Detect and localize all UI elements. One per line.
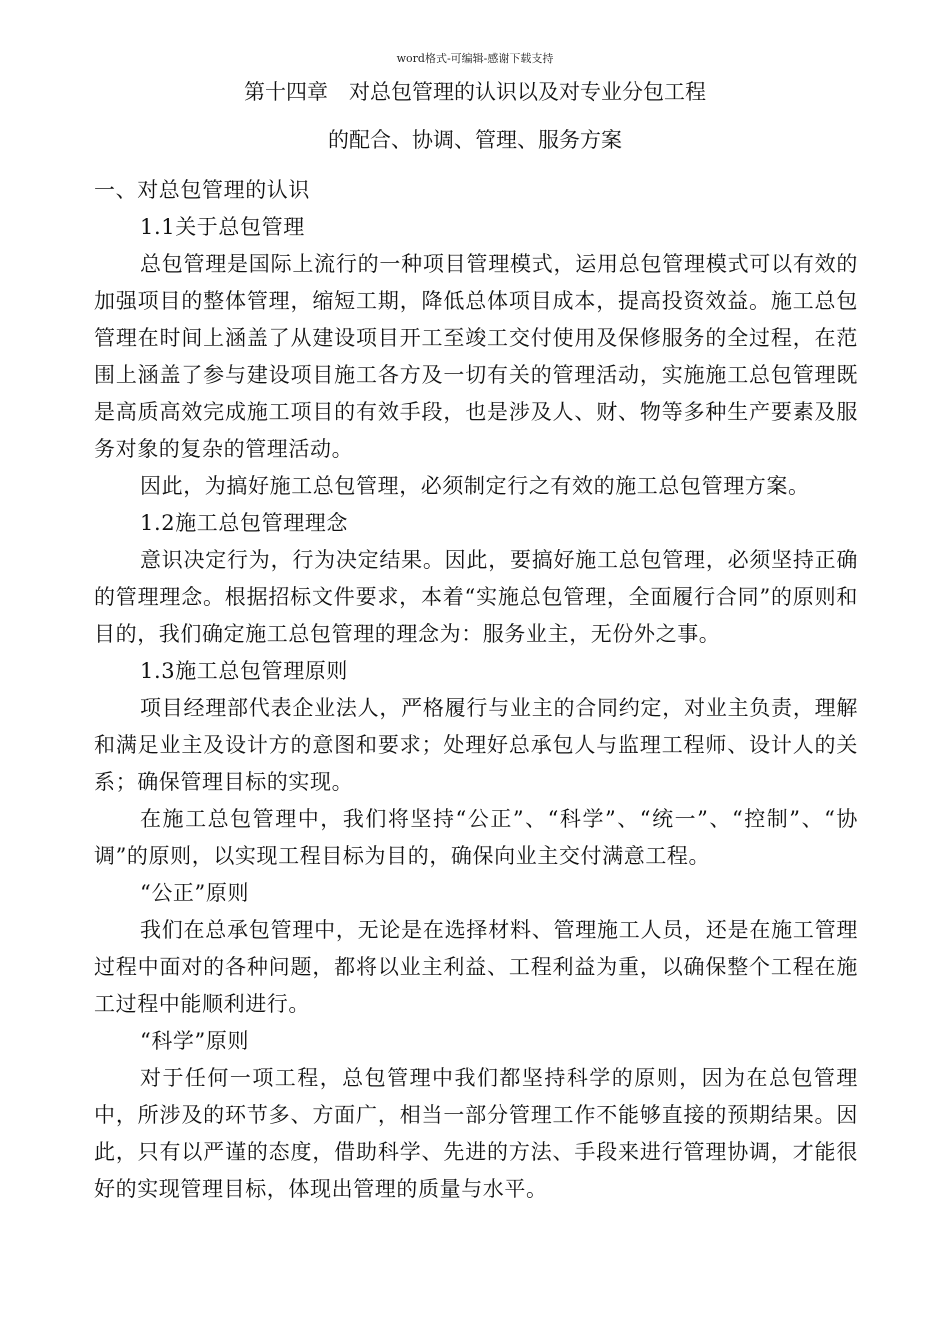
section-heading-1-2: 1.2施工总包管理理念 <box>140 511 348 535</box>
paragraph-1: 总包管理是国际上流行的一种项目管理模式，运用总包管理模式可以有效的加强项目的整体管理，缩短工期，降低总体项目成本，提高投资效益。施工总包管理在时间上涵盖了从建设项目开工至竣工交付使用及保修服务的全过程，在范围上涵盖了参与建设项目施工各方及一切有关的管理活动，实施施工总包管理既是高质高效完成施工项目的有效手段，也是涉及人、财、物等多种生产要素及服务对象的复杂的管理活动。 <box>94 252 858 461</box>
paragraph-3: 意识决定行为，行为决定结果。因此，要搞好施工总包管理，必须坚持正确的管理理念。根据招标文件要求，本着“实施总包管理，全面履行合同”的原则和目的，我们确定施工总包管理的理念为：服务业主，无份外之事。 <box>94 548 858 646</box>
chapter-title-line2: 的配合、协调、管理、服务方案 <box>328 128 622 152</box>
principle-heading-science: “科学”原则 <box>140 1029 250 1053</box>
document-body <box>94 172 858 1208</box>
chapter-title-line1: 第十四章 对总包管理的认识以及对专业分包工程 <box>244 80 706 104</box>
paragraph-2: 因此，为搞好施工总包管理，必须制定行之有效的施工总包管理方案。 <box>140 474 810 498</box>
paragraph-6: 我们在总承包管理中，无论是在选择材料、管理施工人员，还是在施工管理过程中面对的各种问题，都将以业主利益、工程利益为重，以确保整个工程在施工过程中能顺利进行。 <box>94 918 858 1016</box>
section-heading-1: 一、对总包管理的认识 <box>94 178 310 202</box>
section-heading-1-1: 1.1关于总包管理 <box>140 215 305 239</box>
header-watermark: word格式-可编辑-感谢下载支持 <box>396 52 554 65</box>
section-heading-1-3: 1.3施工总包管理原则 <box>140 659 348 683</box>
principle-heading-fairness: “公正”原则 <box>140 881 250 905</box>
paragraph-5: 在施工总包管理中，我们将坚持“公正”、“科学”、“统一”、“控制”、“协调”的原则，以实现工程目标为目的，确保向业主交付满意工程。 <box>94 807 858 868</box>
paragraph-4: 项目经理部代表企业法人，严格履行与业主的合同约定，对业主负责，理解和满足业主及设计方的意图和要求；处理好总承包人与监理工程师、设计人的关系；确保管理目标的实现。 <box>94 696 858 794</box>
paragraph-7: 对于任何一项工程，总包管理中我们都坚持科学的原则，因为在总包管理中，所涉及的环节多、方面广，相当一部分管理工作不能够直接的预期结果。因此，只有以严谨的态度，借助科学、先进的方法、手段来进行管理协调，才能很好的实现管理目标，体现出管理的质量与水平。 <box>94 1066 858 1201</box>
